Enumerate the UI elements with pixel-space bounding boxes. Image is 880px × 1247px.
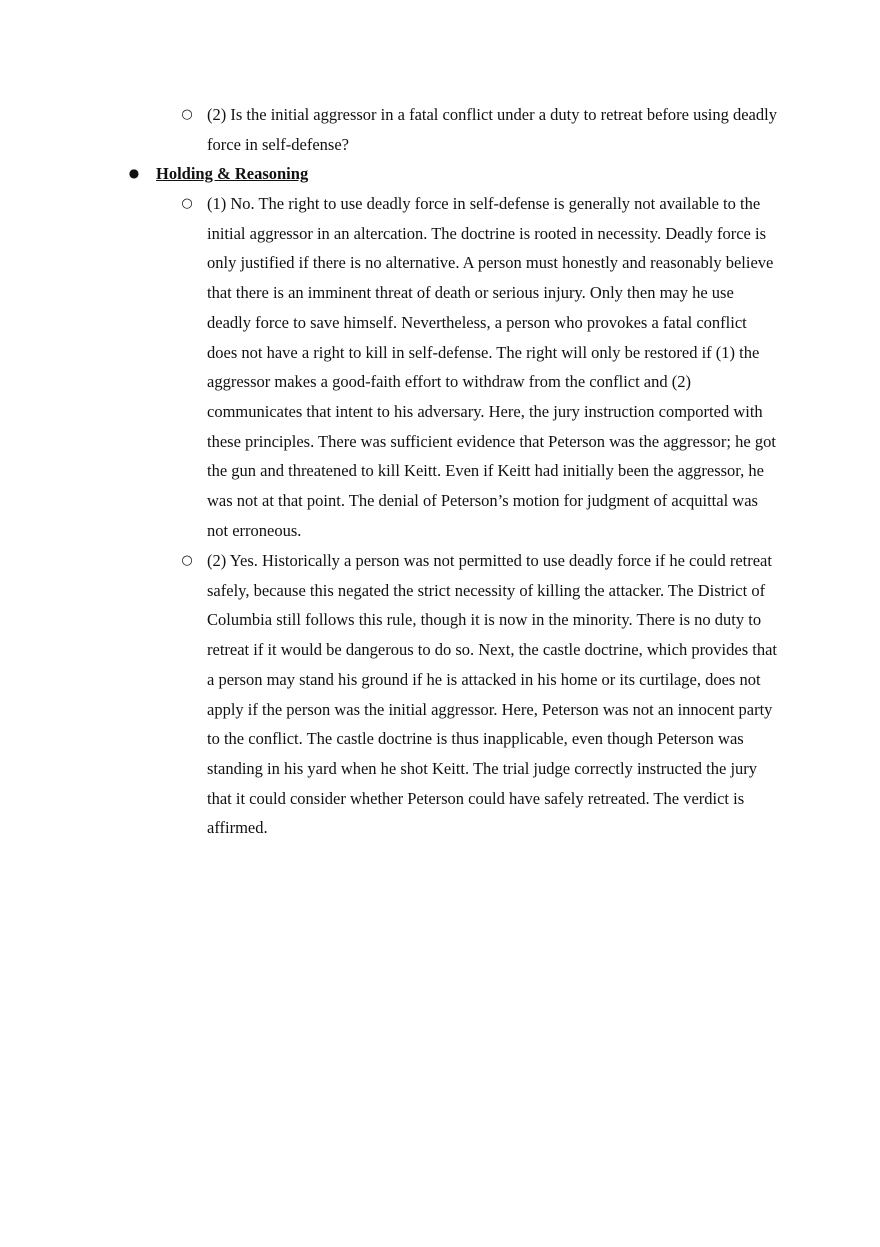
sub-bullet-marker: ○	[181, 196, 193, 211]
main-bullet-marker: ●	[128, 166, 140, 180]
holding-2-text: (2) Yes. Historically a person was not permitted to use deadly force if he could retreat safely, because this negated the strict necessity of killing the attacker. The District of Columbia still follows this rule, though it is now in the minority. There is no duty to retreat if it would be dangerous to do so. Next, the castle doctrine, which provides that a person may stand his ground if he is attacked in his home or its curtilage, does not apply if the person was the initial aggressor. Here, Peterson was not an innocent party to the conflict. The castle doctrine is thus inapplicable, even though Peterson was standing in his yard when he shot Keitt. The trial judge correctly instructed the jury that it could consider whether Peterson could have safely retreated. The verdict is affirmed.	[207, 551, 778, 838]
sub-bullet-marker: ○	[181, 553, 193, 568]
sub-bullet-marker: ○	[181, 107, 193, 122]
section-heading: Holding & Reasoning	[156, 164, 309, 183]
holding-1-text: (1) No. The right to use deadly force in self-defense is generally not available to the initial aggressor in an altercation. The doctrine is rooted in necessity. Deadly force is only justified if there is no alternative. A person must honestly and reasonably believe that there is an imminent threat of death or serious injury. Only then may he use deadly force to save himself. Nevertheless, a person who provokes a fatal conflict does not have a right to kill in self-defense. The right will only be restored if (1) the aggressor makes a good-faith effort to withdraw from the conflict and (2) communicates that intent to his adversary. Here, the jury instruction comported with these principles. There was sufficient evidence that Peterson was the aggressor; he got the gun and threatened to kill Keitt. Even if Keitt had initially been the aggressor, he was not at that point. The denial of Peterson’s motion for judgment of acquittal was not erroneous.	[207, 194, 776, 540]
question-2-text: (2) Is the initial aggressor in a fatal conflict under a duty to retreat before using deadly force in self-defense?	[207, 105, 777, 154]
